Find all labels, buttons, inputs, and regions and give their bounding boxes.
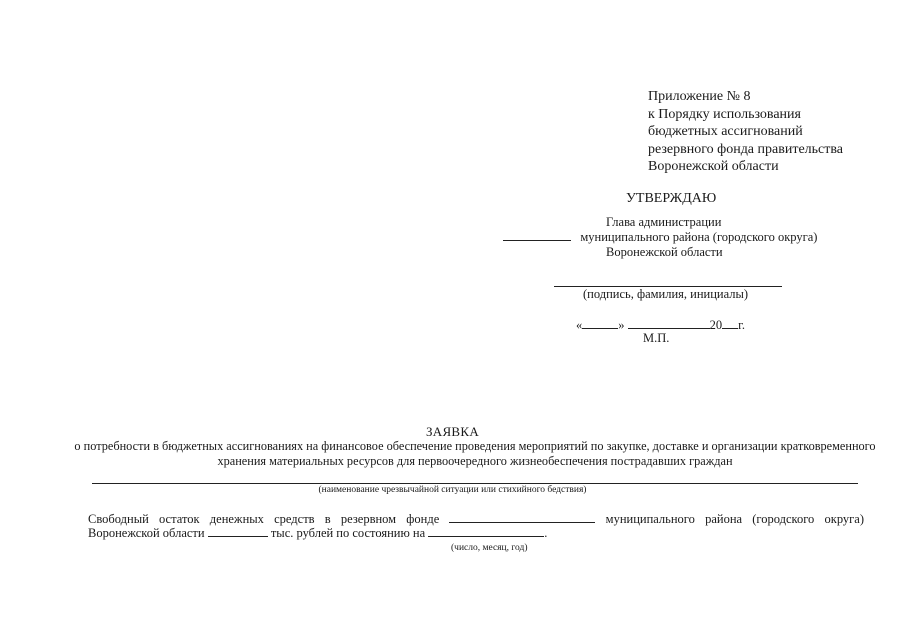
event-name-line[interactable]	[92, 483, 858, 484]
date-open-quote: «	[576, 318, 583, 332]
date-caption: (число, месяц, год)	[451, 543, 528, 553]
balance-word: денежных	[209, 512, 264, 526]
position-line-2	[503, 230, 817, 245]
signature-caption: (подпись, фамилия, инициалы)	[583, 287, 749, 301]
balance-word: в	[324, 512, 331, 526]
date-blank[interactable]	[428, 526, 544, 537]
appendix-line: Воронежской области	[648, 159, 779, 174]
stamp-mark: М.П.	[643, 331, 670, 345]
date-close-quote: »	[618, 318, 625, 332]
balance-word: (городского	[752, 512, 815, 526]
appendix-line: резервного фонда правительства	[648, 141, 844, 157]
position-line-3: Воронежской области	[606, 245, 723, 259]
balance-line-2	[88, 526, 547, 541]
position-line-1: Глава администрации	[606, 215, 722, 229]
approval-position	[503, 215, 817, 260]
balance-word: средств	[274, 512, 315, 526]
balance-word: района	[705, 512, 743, 526]
day-blank[interactable]	[582, 318, 618, 329]
appendix-line: Приложение № 8	[648, 89, 751, 104]
event-caption: (наименование чрезвычайной ситуации или стихийного бедствия)	[318, 485, 587, 495]
fund-blank[interactable]	[449, 512, 595, 523]
balance-word: остаток	[159, 512, 200, 526]
balance-word: фонде	[406, 512, 440, 526]
document-title: ЗАЯВКА	[425, 424, 480, 439]
appendix-block	[648, 88, 843, 176]
balance-period: .	[544, 526, 548, 540]
district-blank[interactable]	[503, 230, 571, 241]
year-blank[interactable]	[722, 318, 738, 329]
approval-heading: УТВЕРЖДАЮ	[626, 191, 717, 206]
year-prefix: 20	[709, 318, 723, 332]
document-subtitle: о потребности в бюджетных ассигнованиях на финансовое обеспечение проведения мероприятий по закупке, доставке и организации кратковременного хранения материальных ресурсов для первоочередного жизнеобеспечения пострадавших граждан	[74, 439, 876, 468]
appendix-line: бюджетных ассигнований	[648, 124, 803, 139]
month-blank[interactable]	[628, 318, 710, 329]
appendix-line: к Порядку использования	[648, 106, 801, 122]
balance-word: резервном	[340, 512, 397, 526]
balance-line-1	[88, 512, 864, 527]
balance-word: округа)	[824, 512, 864, 526]
position-line-2-text: муниципального района (городского округа)	[580, 230, 818, 244]
balance-as-of: тыс. рублей по состоянию на	[270, 526, 426, 540]
balance-region: Воронежской области	[88, 526, 205, 540]
year-suffix: г.	[738, 318, 745, 332]
balance-word: муниципального	[605, 512, 695, 526]
balance-word: Свободный	[88, 512, 149, 526]
amount-blank[interactable]	[208, 526, 268, 537]
